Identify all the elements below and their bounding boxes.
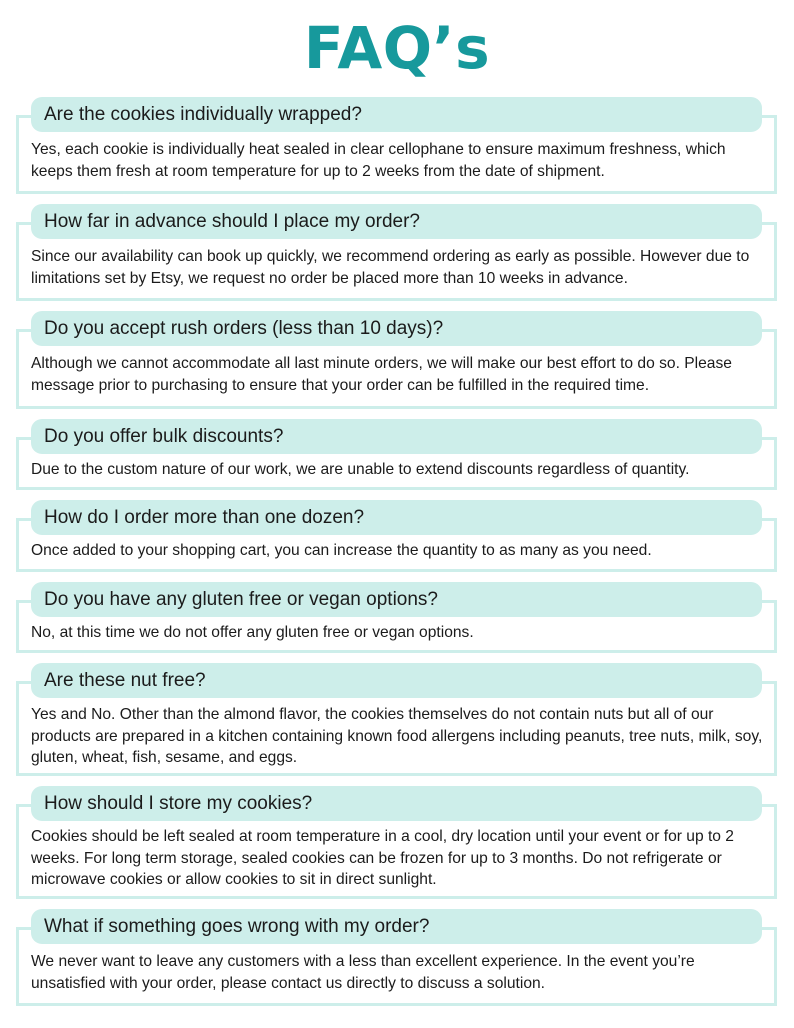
faq-question: Are these nut free? — [31, 663, 762, 698]
page-title: FAQ’s — [303, 14, 491, 82]
faq-question: How far in advance should I place my order? — [31, 204, 762, 239]
faq-question: Do you have any gluten free or vegan options? — [31, 582, 762, 617]
faq-item — [16, 500, 777, 572]
faq-item — [16, 786, 777, 899]
faq-item — [16, 582, 777, 653]
faq-answer: We never want to leave any customers with a less than excellent experience. In the event you’re unsatisfied with your order, please contact us directly to discuss a solution. — [31, 953, 695, 992]
faq-answer: Yes and No. Other than the almond flavor, the cookies themselves do not contain nuts but all of our products are prepared in a kitchen containing known food allergens including peanuts, tree nuts, milk, soy, gluten, wheat, fish, sesame, and eggs. — [31, 706, 763, 766]
faq-question: How do I order more than one dozen? — [31, 500, 762, 535]
faq-item — [16, 909, 777, 1006]
faq-item — [16, 419, 777, 490]
faq-question: What if something goes wrong with my order? — [31, 909, 762, 944]
faq-answer: Although we cannot accommodate all last minute orders, we will make our best effort to do so. Please message prior to purchasing to ensure that your order can be fulfilled in the required time. — [31, 355, 732, 394]
faq-item — [16, 97, 777, 194]
faq-answer: Since our availability can book up quickly, we recommend ordering as early as possible. However due to limitations set by Etsy, we request no order be placed more than 10 weeks in advance. — [31, 248, 750, 287]
faq-answer: Once added to your shopping cart, you can increase the quantity to as many as you need. — [31, 542, 652, 559]
faq-answer: Cookies should be left sealed at room temperature in a cool, dry location until your event or for up to 2 weeks. For long term storage, sealed cookies can be frozen for up to 3 months. Do not refrigerate or microwave cookies or allow cookies to sit in direct sunlight. — [31, 828, 734, 888]
faq-answer: Yes, each cookie is individually heat sealed in clear cellophane to ensure maximum freshness, which keeps them fresh at room temperature for up to 2 weeks from the date of shipment. — [31, 141, 726, 180]
faq-question: Are the cookies individually wrapped? — [31, 97, 762, 132]
faq-answer: No, at this time we do not offer any gluten free or vegan options. — [31, 624, 474, 641]
faq-question: Do you offer bulk discounts? — [31, 419, 762, 454]
faq-question: How should I store my cookies? — [31, 786, 762, 821]
faq-item — [16, 204, 777, 301]
faq-item — [16, 663, 777, 776]
faq-item — [16, 311, 777, 409]
faq-question: Do you accept rush orders (less than 10 days)? — [31, 311, 762, 346]
faq-answer: Due to the custom nature of our work, we are unable to extend discounts regardless of quantity. — [31, 461, 690, 478]
